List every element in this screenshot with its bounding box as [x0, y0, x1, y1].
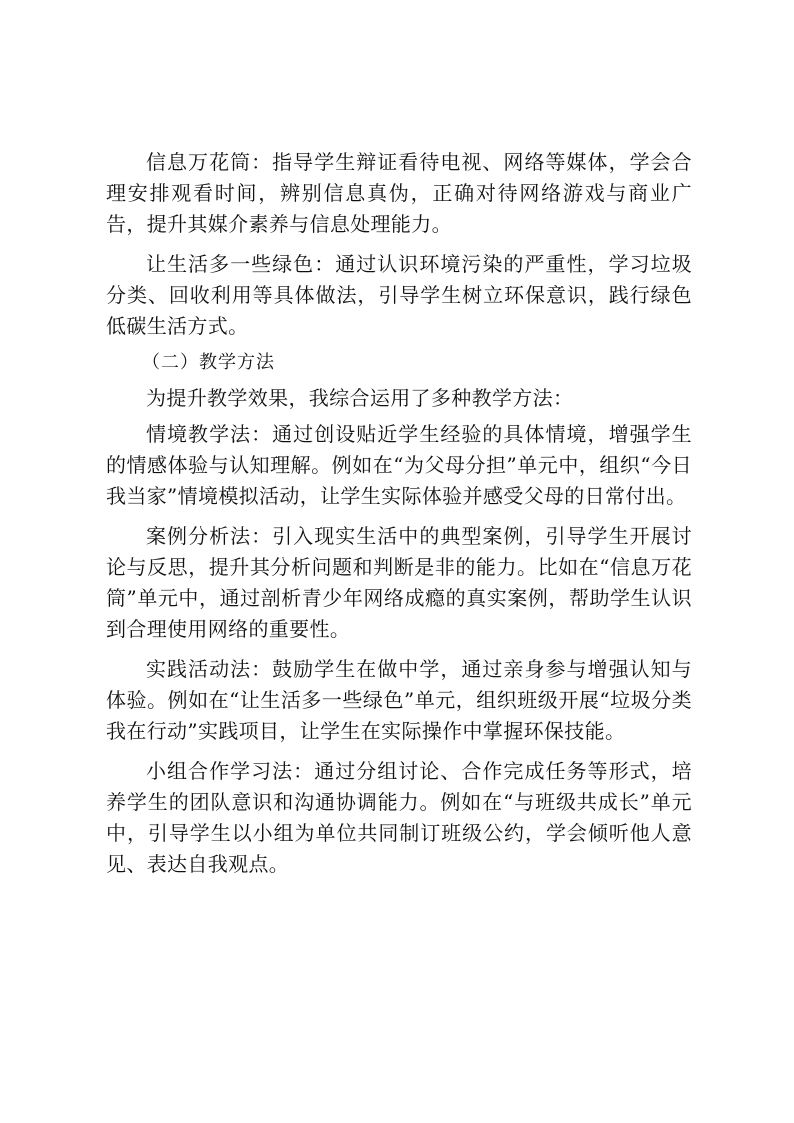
paragraph-group-cooperation: 小组合作学习法：通过分组讨论、合作完成任务等形式，培养学生的团队意识和沟通协调能力。例如在“与班级共成长”单元中，引导学生以小组为单位共同制订班级公约，学会倾听他人意见、表达自我观点。 [106, 759, 692, 876]
paragraph-green-living: 让生活多一些绿色：通过认识环境污染的严重性，学习垃圾分类、回收利用等具体做法，引导学生树立环保意识，践行绿色低碳生活方式。 [106, 252, 692, 338]
paragraph-methods-intro: 为提升教学效果，我综合运用了多种教学方法： [146, 386, 574, 410]
document-body [106, 147, 692, 889]
section-heading-teaching-methods: （二）教学方法 [142, 352, 275, 373]
paragraph-situational-teaching: 情境教学法：通过创设贴近学生经验的具体情境，增强学生的情感体验与认知理解。例如在“为父母分担”单元中，组织“今日我当家”情境模拟活动，让学生实际体验并感受父母的日常付出。 [106, 422, 692, 508]
paragraph-media-literacy: 信息万花筒：指导学生辩证看待电视、网络等媒体，学会合理安排观看时间，辨别信息真伪，正确对待网络游戏与商业广告，提升其媒介素养与信息处理能力。 [106, 150, 692, 236]
paragraph-practice-activities: 实践活动法：鼓励学生在做中学，通过亲身参与增强认知与体验。例如在“让生活多一些绿色”单元，组织班级开展“垃圾分类我在行动”实践项目，让学生在实际操作中掌握环保技能。 [106, 657, 692, 743]
paragraph-case-analysis: 案例分析法：引入现实生活中的典型案例，引导学生开展讨论与反思，提升其分析问题和判断是非的能力。比如在“信息万花筒”单元中，通过剖析青少年网络成瘾的真实案例，帮助学生认识到合理使用网络的重要性。 [106, 524, 692, 641]
